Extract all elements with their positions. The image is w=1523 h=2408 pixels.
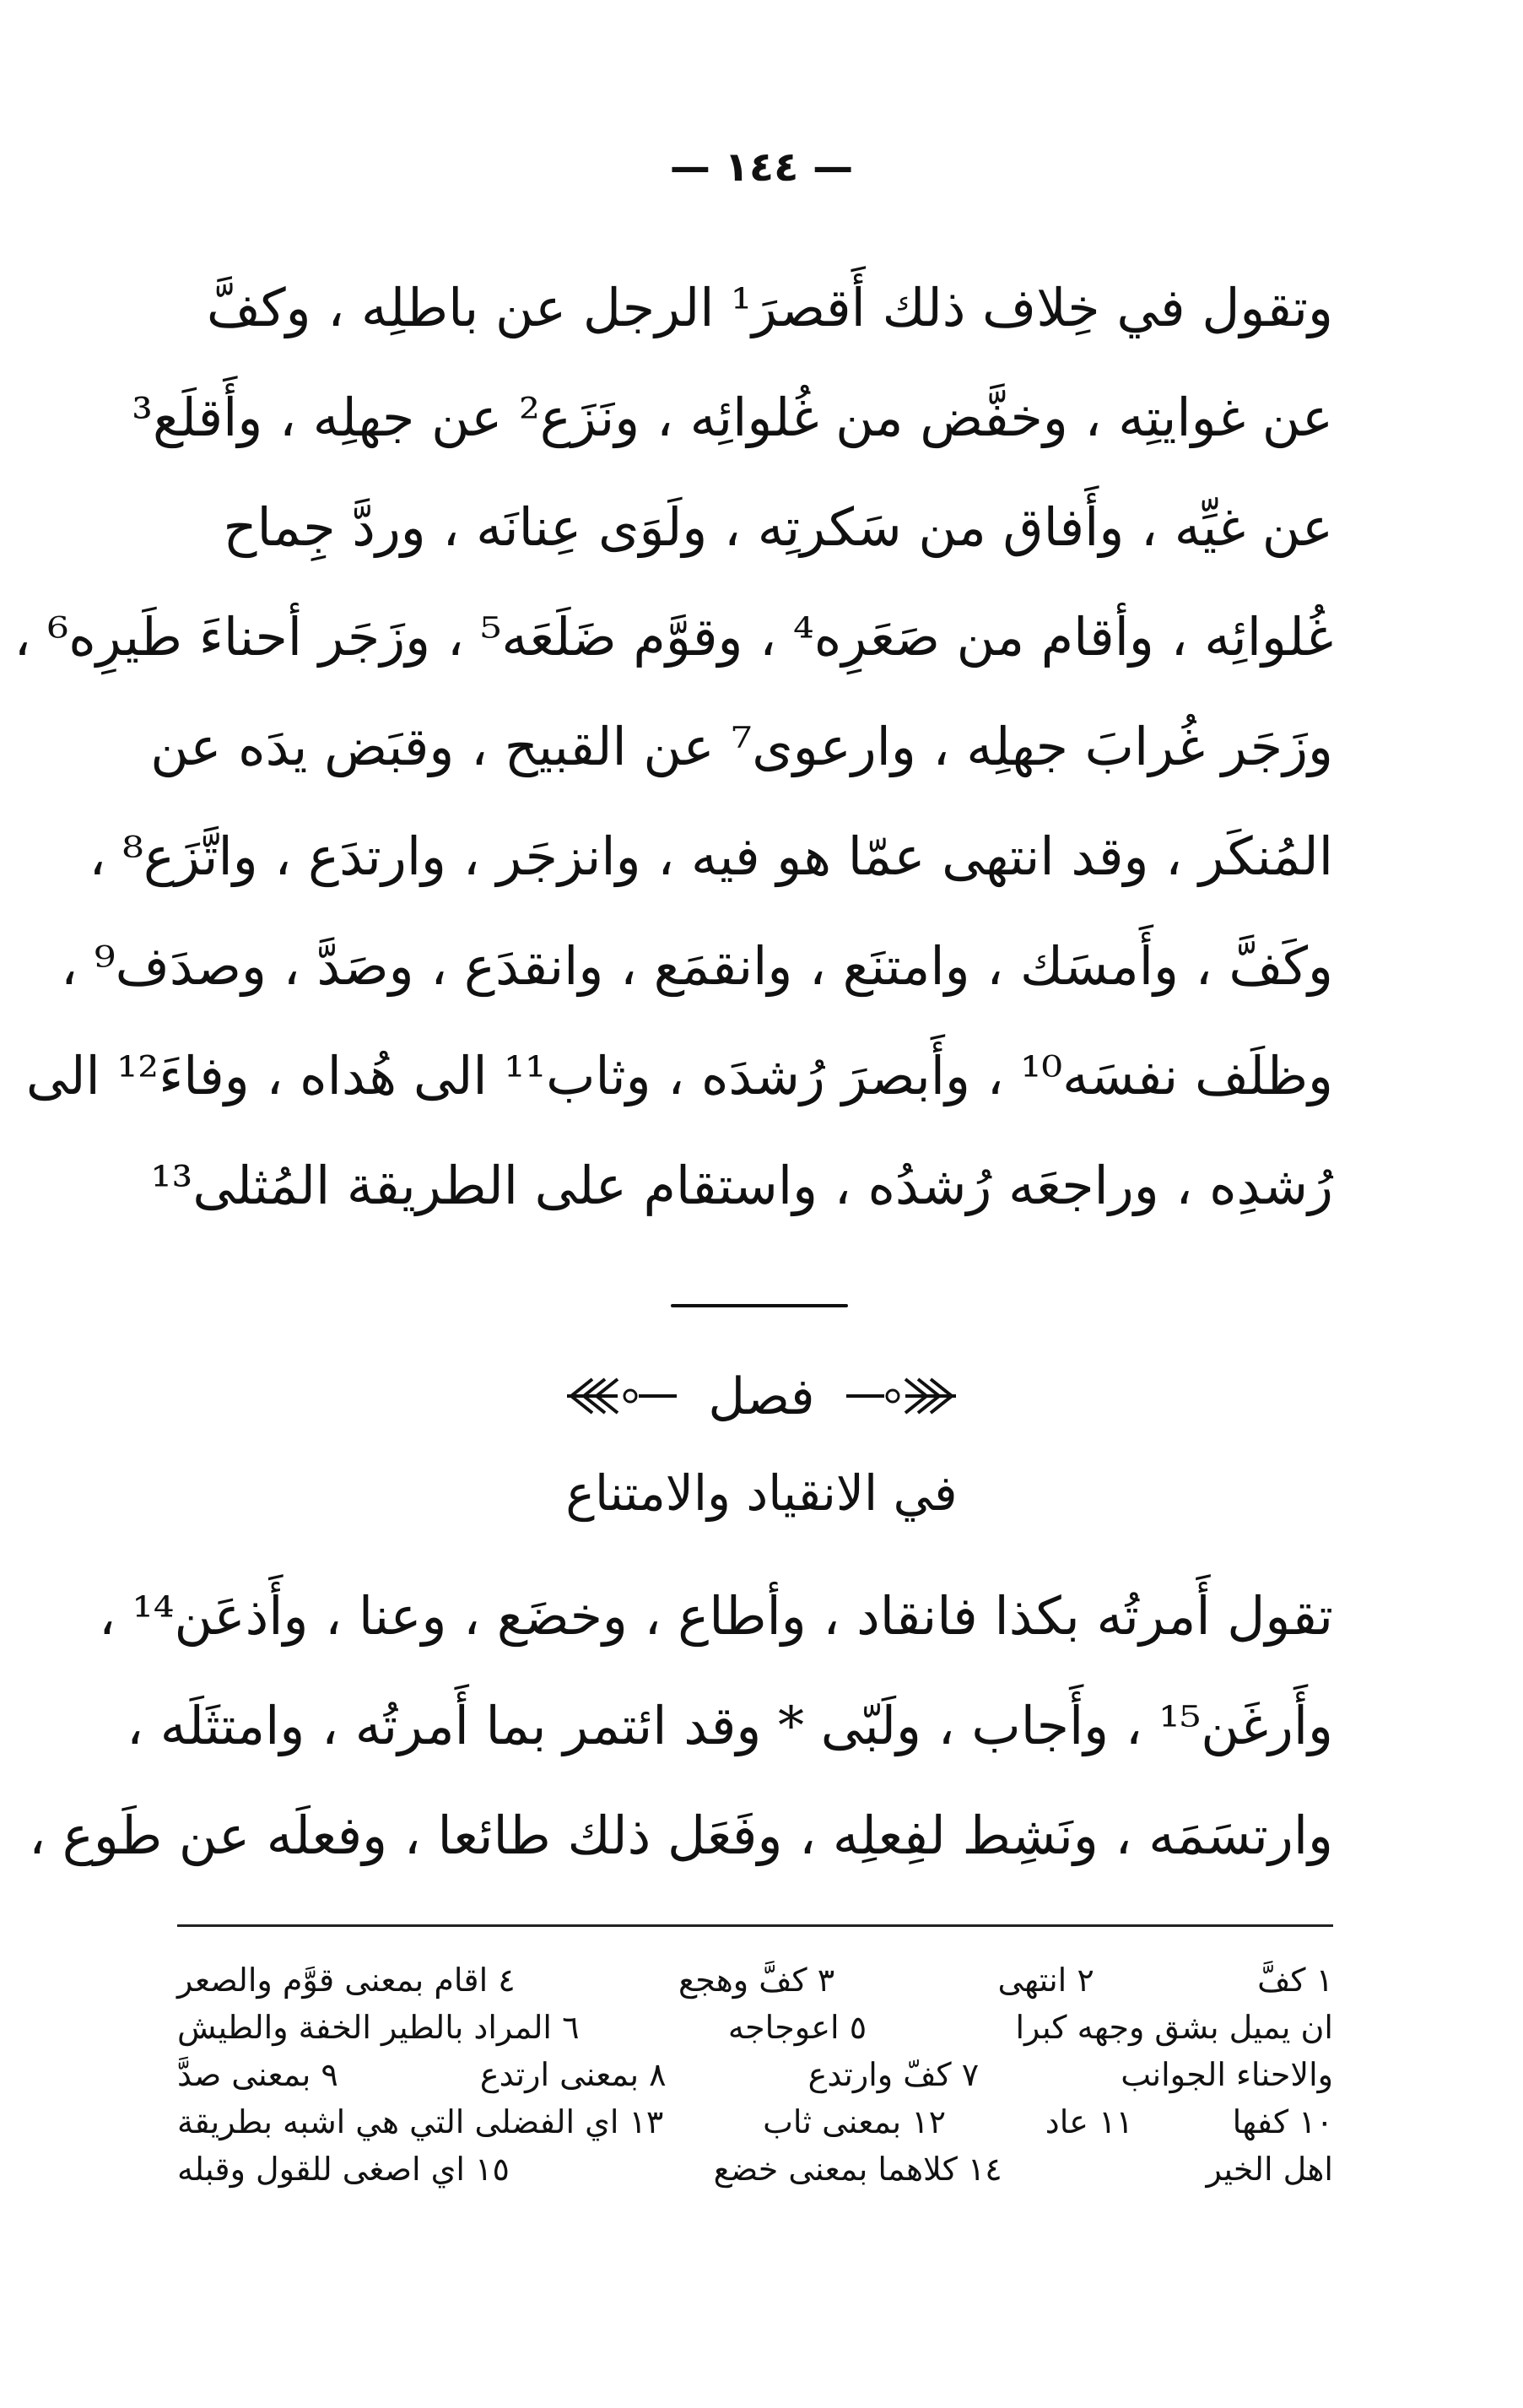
footnote-line bbox=[177, 2051, 1333, 2098]
footnote: ٤ اقام بمعنى قوَّم والصعر bbox=[177, 1962, 516, 1999]
text-line: وزَجَر غُرابَ جهلِه ، وارعوى⁷ عن القبيح ، وقبَض يدَه عن bbox=[150, 716, 1333, 777]
chapter-title: فصل bbox=[708, 1367, 815, 1426]
page-number: — ١٤٤ — bbox=[669, 143, 854, 191]
footnote: اهل الخير bbox=[1206, 2151, 1333, 2188]
chapter-subtitle: في الانقياد والامتناع bbox=[565, 1464, 958, 1522]
footnote: ٥ اعوجاجه bbox=[727, 2009, 867, 2046]
footnote-rule bbox=[177, 1924, 1333, 1927]
text-line: وأَرغَن¹⁵ ، وأَجاب ، ولَبّى * وقد ائتمر بما أَمرتُه ، وامتثَلَه ، bbox=[126, 1695, 1333, 1756]
footnote-line bbox=[177, 2098, 1333, 2146]
footnote-line bbox=[177, 1956, 1333, 2004]
footnote: ٩ بمعنى صدَّ bbox=[177, 2056, 338, 2093]
paragraph-obedience bbox=[29, 1561, 1333, 1891]
footnote: ان يميل بشق وجهه كبرا bbox=[1015, 2009, 1333, 2046]
footnote: والاحناء الجوانب bbox=[1121, 2056, 1333, 2093]
chapter-heading bbox=[0, 1367, 1523, 1430]
footnote: ٦ المراد بالطير الخفة والطيش bbox=[177, 2009, 580, 2046]
footnote: ١ كفَّ bbox=[1257, 1962, 1333, 1999]
footnote-line bbox=[177, 2146, 1333, 2193]
text-line: تقول أَمرتُه بكذا فانقاد ، وأطاع ، وخضَع ، وعنا ، وأَذعَن¹⁴ ، bbox=[99, 1585, 1333, 1647]
text-line: غُلوائِه ، وأقام من صَعَرِه⁴ ، وقوَّم ضَلَعَه⁵ ، وزَجَر أحناءَ طَيرِه⁶ ، bbox=[14, 606, 1333, 668]
footnote: ٧ كفّ وارتدع bbox=[807, 2056, 980, 2093]
text-line: وكَفَّ ، وأَمسَك ، وامتنَع ، وانقمَع ، وانقدَع ، وصَدَّ ، وصدَف⁹ ، bbox=[61, 935, 1333, 997]
text-line: المُنكَر ، وقد انتهى عمّا هو فيه ، وانزجَر ، وارتدَع ، واتَّزَع⁸ ، bbox=[89, 825, 1333, 887]
text-line: رُشدِه ، وراجعَه رُشدُه ، واستقام على الطريقة المُثلى¹³ bbox=[150, 1155, 1333, 1216]
text-line: عن غوايتِه ، وخفَّض من غُلوائِه ، ونَزَع² عن جهلِه ، وأَقلَع³ bbox=[132, 387, 1333, 448]
footnote: ١٣ اي الفضلى التي هي اشبه بطريقة bbox=[177, 2103, 664, 2140]
ornament-right-icon bbox=[550, 1371, 677, 1430]
text-line: وارتسَمَه ، ونَشِط لفِعلِه ، وفَعَل ذلك طائعا ، وفعلَه عن طَوع ، bbox=[29, 1805, 1333, 1866]
footnote: ٨ بمعنى ارتدع bbox=[479, 2056, 667, 2093]
footnote: ١٥ اي اصغى للقول وقبله bbox=[177, 2151, 510, 2188]
text-line: وظلَف نفسَه¹⁰ ، وأَبصرَ رُشدَه ، وثاب¹¹ الى هُداه ، وفاءَ¹² الى bbox=[25, 1045, 1333, 1107]
footnote: ١٢ بمعنى ثاب bbox=[763, 2103, 947, 2140]
text-line: عن غيِّه ، وأَفاق من سَكرتِه ، ولَوَى عِنانَه ، وردَّ جِماح bbox=[223, 496, 1333, 558]
ornament-left-icon bbox=[846, 1371, 973, 1430]
section-divider bbox=[671, 1304, 848, 1307]
footnote: ١٠ كفها bbox=[1232, 2103, 1333, 2140]
paragraph-opposite-meanings bbox=[14, 253, 1333, 1241]
footnote-line bbox=[177, 2004, 1333, 2051]
footnote: ١٤ كلاهما بمعنى خضع bbox=[713, 2151, 1002, 2188]
footnote: ٢ انتهى bbox=[997, 1962, 1094, 1999]
footnote: ١١ عاد bbox=[1045, 2103, 1133, 2140]
footnote: ٣ كفَّ وهجع bbox=[678, 1962, 835, 1999]
footnotes bbox=[177, 1956, 1333, 2193]
text-line: وتقول في خِلاف ذلك أَقصرَ¹ الرجل عن باطلِه ، وكفَّ bbox=[206, 277, 1333, 338]
